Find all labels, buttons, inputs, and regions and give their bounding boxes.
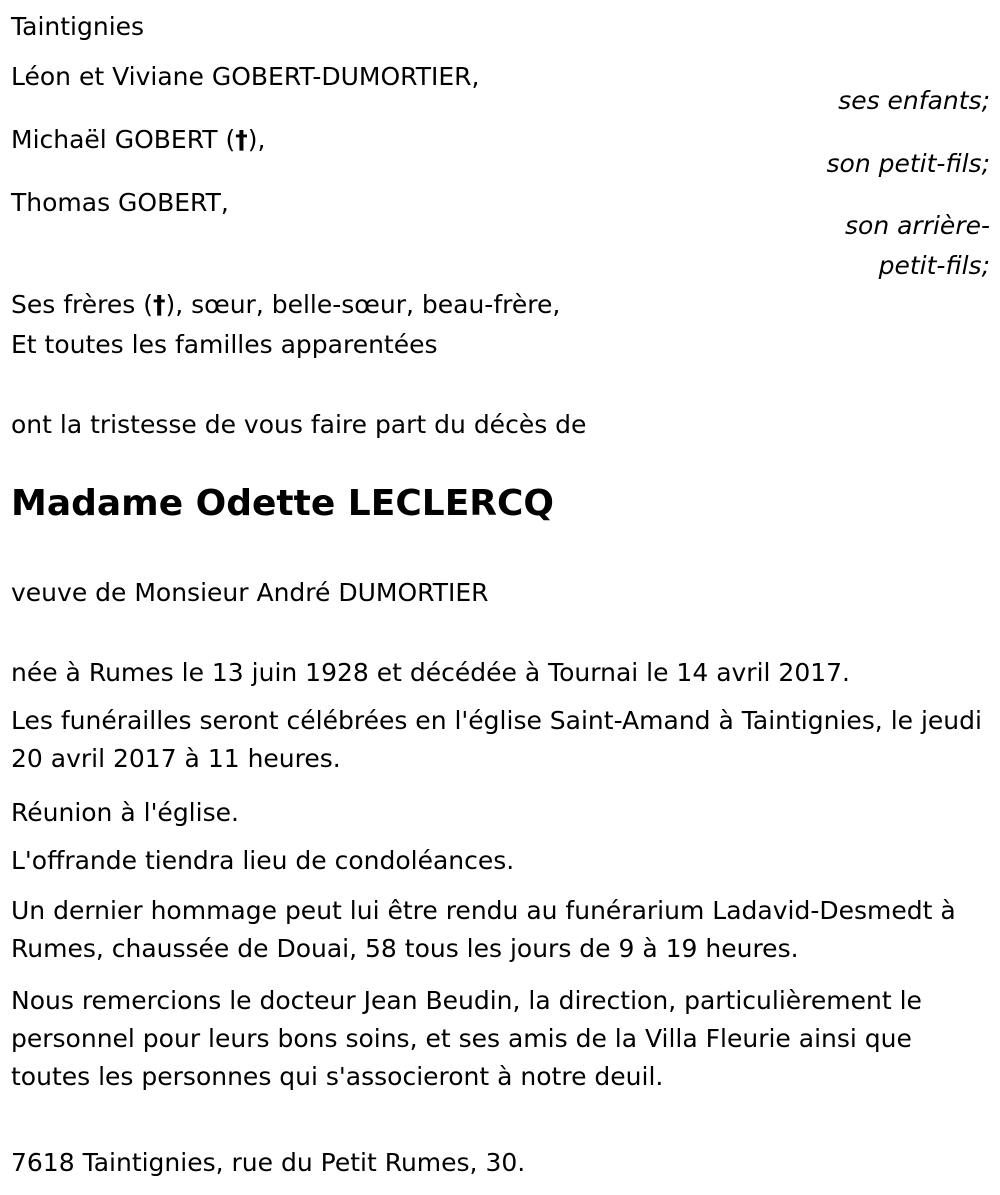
widow-of-line: veuve de Monsieur André DUMORTIER xyxy=(11,578,489,607)
relation-great-grandson-line2: petit-fils; xyxy=(878,251,990,280)
meeting-line: Réunion à l'église. xyxy=(11,798,239,827)
cross-icon: † xyxy=(152,290,166,319)
grandson-name: Michaël GOBERT ( xyxy=(11,125,236,154)
family-line-children: Léon et Viviane GOBERT-DUMORTIER, xyxy=(11,62,480,91)
address-line: 7618 Taintignies, rue du Petit Rumes, 30. xyxy=(11,1148,526,1177)
thanks-paragraph: Nous remercions le docteur Jean Beudin, la direction, particulièrement le personnel pour leurs bons soins, et ses amis de la Villa Fleurie ainsi que toutes les personnes qui s'associeront à notre deuil. xyxy=(11,986,922,1091)
grandson-name-end: ), xyxy=(247,125,266,154)
cross-icon: † xyxy=(235,125,248,154)
relation-children: ses enfants; xyxy=(838,86,990,115)
relation-grandson: son petit-fils; xyxy=(826,149,990,178)
siblings-end: ), sœur, belle-sœur, beau-frère, xyxy=(165,290,561,319)
relation-great-grandson-line1: son arrière- xyxy=(845,211,990,240)
funeral-paragraph: Les funérailles seront célébrées en l'église Saint-Amand à Taintignies, le jeudi 20 avril 2017 à 11 heures. xyxy=(11,706,982,773)
siblings-start: Ses frères ( xyxy=(11,290,153,319)
siblings-line xyxy=(11,292,560,317)
families-line: Et toutes les familles apparentées xyxy=(11,330,438,359)
announcement-line: ont la tristesse de vous faire part du décès de xyxy=(11,410,587,439)
tribute-paragraph: Un dernier hommage peut lui être rendu au funérarium Ladavid-Desmedt à Rumes, chaussée de Douai, 58 tous les jours de 9 à 19 heures. xyxy=(11,896,956,963)
birth-death-line: née à Rumes le 13 juin 1928 et décédée à Tournai le 14 avril 2017. xyxy=(11,658,850,687)
deceased-name: Madame Odette LECLERCQ xyxy=(11,483,555,524)
offering-line: L'offrande tiendra lieu de condoléances. xyxy=(11,846,515,875)
place-header: Taintignies xyxy=(11,12,145,41)
family-line-grandson xyxy=(11,127,265,152)
family-line-great-grandson: Thomas GOBERT, xyxy=(11,188,229,217)
